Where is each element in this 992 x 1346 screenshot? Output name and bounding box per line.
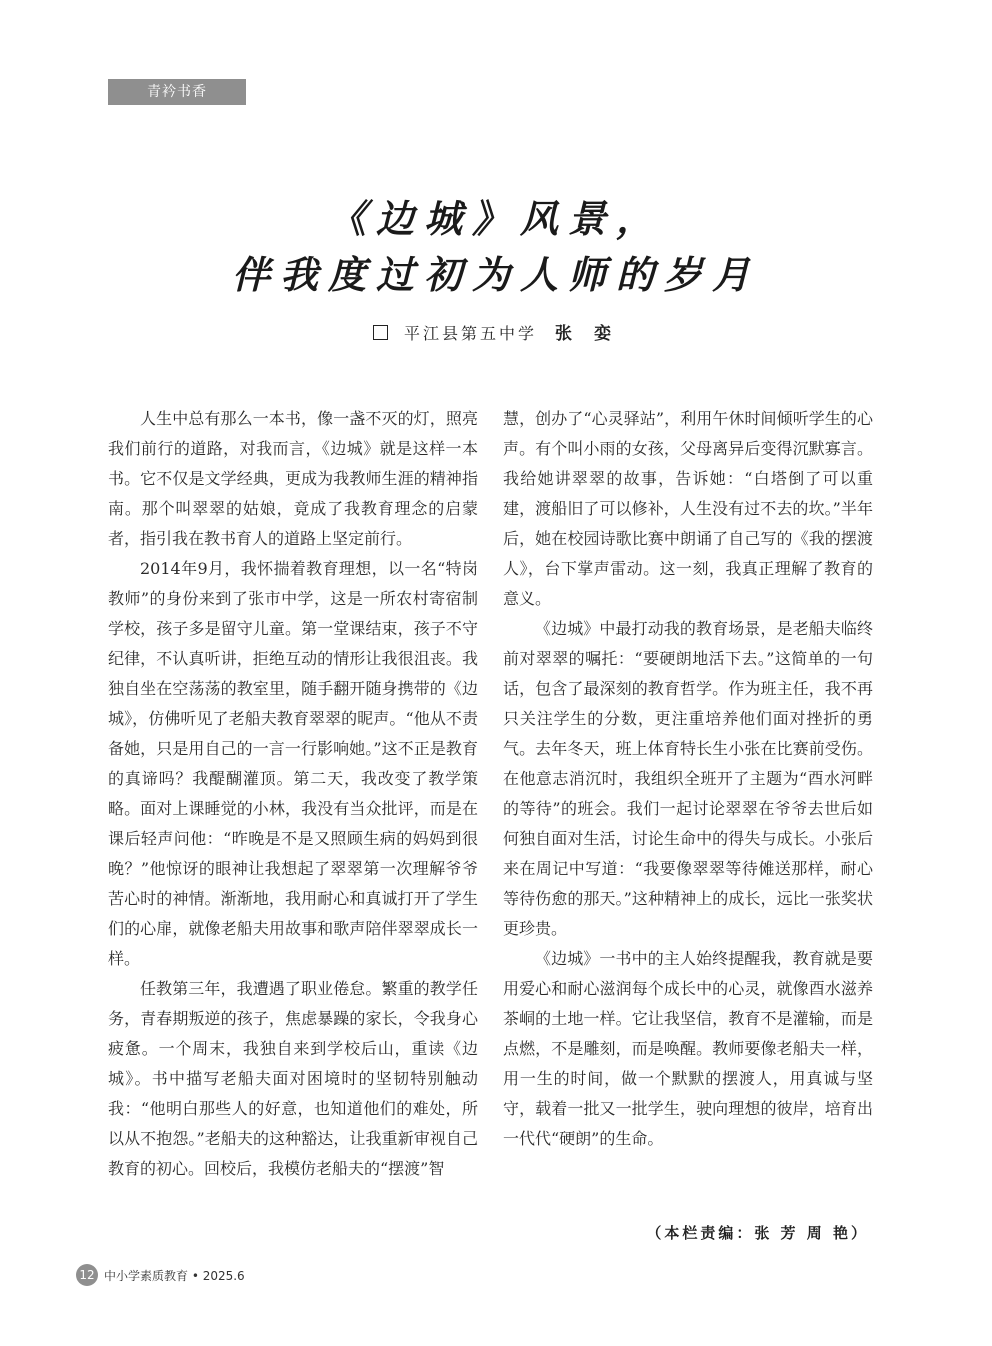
- journal-name: 中小学素质教育 • 2025.6: [104, 1268, 245, 1283]
- square-bullet-icon: [373, 325, 388, 340]
- paragraph: 《边城》中最打动我的教育场景，是老船夫临终前对翠翠的嘱托：“要硬朗地活下去。”这简单的一句话，包含了最深刻的教育哲学。作为班主任，我不再只关注学生的分数，更注重培养他们面对挫折的勇气。去年冬天，班上体育特长生小张在比赛前受伤。在他意志消沉时，我组织全班开了主题为“酉水河畔的等待”的班会。我们一起讨论翠翠在爷爷去世后如何独自面对生活，讨论生命中的得失与成长。小张后来在周记中写道：“我要像翠翠等待傩送那样，耐心等待伤愈的那天。”这种精神上的成长，远比一张奖状更珍贵。: [503, 619, 873, 938]
- section-tag: 青衿书香: [108, 79, 246, 105]
- byline: [0, 319, 992, 344]
- author-name: 张 娈: [555, 324, 619, 344]
- article-title-line-1: 《边城》风景，: [327, 196, 664, 241]
- article-title-line-2: 伴我度过初为人师的岁月: [231, 252, 760, 297]
- page-number: 12: [76, 1264, 98, 1286]
- paragraph: 人生中总有那么一本书，像一盏不灭的灯，照亮我们前行的道路，对我而言，《边城》就是这样一本书。它不仅是文学经典，更成为我教师生涯的精神指南。那个叫翠翠的姑娘，竟成了我教育理念的启蒙者，指引我在教书育人的道路上坚定前行。: [108, 409, 478, 548]
- paragraph: 慧，创办了“心灵驿站”，利用午休时间倾听学生的心声。有个叫小雨的女孩，父母离异后变得沉默寡言。我给她讲翠翠的故事，告诉她：“白塔倒了可以重建，渡船旧了可以修补，人生没有过不去的坎。”半年后，她在校园诗歌比赛中朗诵了自己写的《我的摆渡人》，台下掌声雷动。这一刻，我真正理解了教育的意义。: [503, 409, 873, 608]
- editor-note: （本栏责编：张 芳 周 艳）: [646, 1224, 869, 1242]
- left-column: [108, 404, 478, 1184]
- paragraph: 《边城》一书中的主人始终提醒我，教育就是要用爱心和耐心滋润每个成长中的心灵，就像酉水滋养茶峒的土地一样。它让我坚信，教育不是灌输，而是点燃，不是雕刻，而是唤醒。教师要像老船夫一样，用一生的时间，做一个默默的摆渡人，用真诚与坚守，载着一批又一批学生，驶向理想的彼岸，培育出一代代“硬朗”的生命。: [503, 949, 873, 1148]
- paragraph: 2014年9月，我怀揣着教育理想，以一名“特岗教师”的身份来到了张市中学，这是一所农村寄宿制学校，孩子多是留守儿童。第一堂课结束，孩子不守纪律，不认真听讲，拒绝互动的情形让我很沮丧。我独自坐在空荡荡的教室里，随手翻开随身携带的《边城》，仿佛听见了老船夫教育翠翠的昵声。“他从不责备她，只是用自己的一言一行影响她。”这不正是教育的真谛吗？我醍醐灌顶。第二天，我改变了教学策略。面对上课睡觉的小林，我没有当众批评，而是在课后轻声问他：“昨晚是不是又照顾生病的妈妈到很晚？”他惊讶的眼神让我想起了翠翠第一次理解爷爷苦心时的神情。渐渐地，我用耐心和真诚打开了学生们的心扉，就像老船夫用故事和歌声陪伴翠翠成长一样。: [108, 559, 478, 968]
- right-column: [503, 404, 873, 1154]
- author-school: 平江县第五中学: [404, 324, 538, 343]
- paragraph: 任教第三年，我遭遇了职业倦怠。繁重的教学任务，青春期叛逆的孩子，焦虑暴躁的家长，令我身心疲惫。一个周末，我独自来到学校后山，重读《边城》。书中描写老船夫面对困境时的坚韧特别触动我：“他明白那些人的好意，也知道他们的难处，所以从不抱怨。”老船夫的这种豁达，让我重新审视自己教育的初心。回校后，我模仿老船夫的“摆渡”智: [108, 979, 478, 1178]
- page-footer: [76, 1264, 245, 1286]
